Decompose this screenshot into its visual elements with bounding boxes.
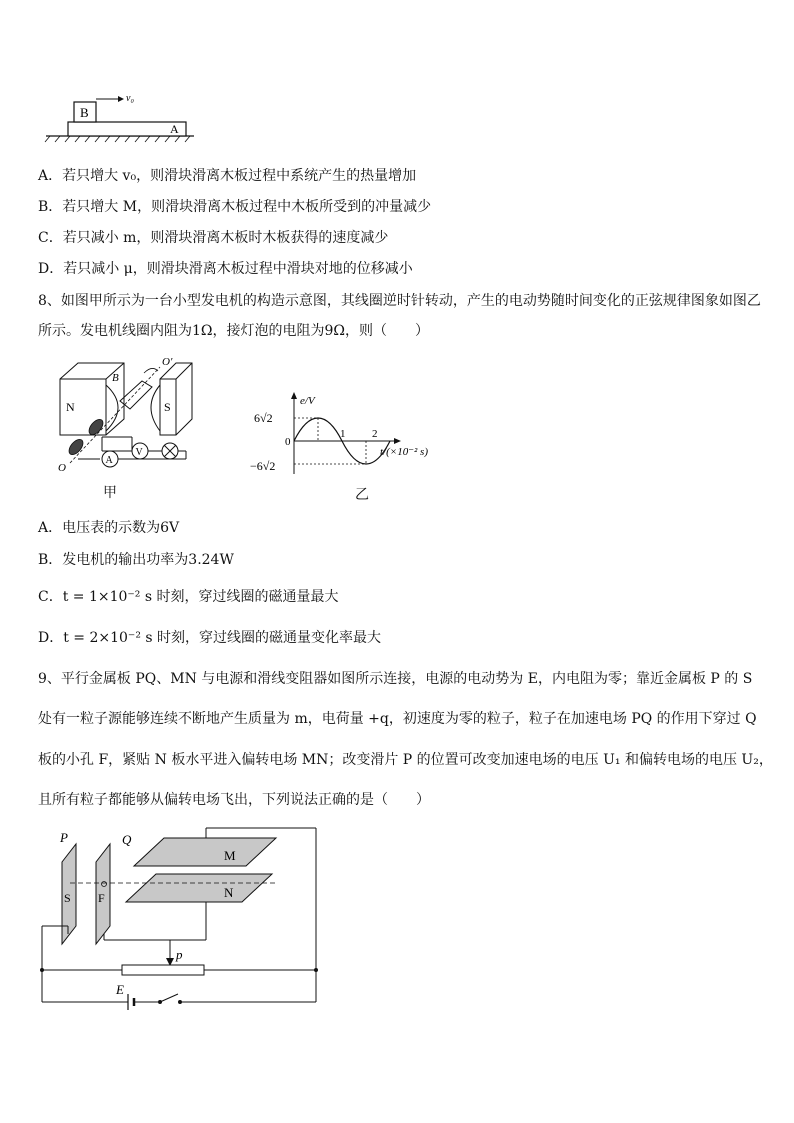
velocity-label: v₀ [126, 93, 134, 104]
label-o: O [58, 462, 66, 474]
q7-option-b: B．若只增大 M，则滑块滑离木板过程中木板所受到的冲量减少 [38, 199, 432, 215]
label-n: N [66, 400, 75, 414]
q9-stem-line4: 且所有粒子都能够从偏转电场飞出，下列说法正确的是（ ） [38, 792, 430, 808]
q7-option-a: A．若只增大 v₀，则滑块滑离木板过程中系统产生的热量增加 [38, 168, 417, 184]
plate-n-label: N [224, 885, 234, 900]
label-o-prime: O′ [162, 356, 173, 368]
y-tick-negative: −6√2 [250, 459, 276, 473]
board-a-label: A [170, 122, 179, 136]
q9-stem-line1: 9、平行金属板 PQ、MN 与电源和滑线变阻器如图所示连接，电源的电动势为 E，内电阻为零；靠近金属板 P 的 S [38, 671, 753, 687]
ammeter-label: A [105, 455, 113, 466]
block-board-figure [40, 88, 200, 144]
q8-stem-line1: 8、如图甲所示为一台小型发电机的构造示意图，其线圈逆时针转动，产生的电动势随时间变化的正弦规律图象如图乙 [38, 293, 761, 309]
y-tick-positive: 6√2 [254, 411, 273, 425]
emf-e-label: E [116, 982, 124, 997]
block-b-label: B [80, 105, 89, 120]
figure-jia-caption: 甲 [103, 485, 117, 501]
q7-option-c: C．若只减小 m，则滑块滑离木板时木板获得的速度减少 [38, 230, 389, 246]
source-s-label: S [64, 891, 71, 905]
y-axis-label: e/V [300, 395, 315, 407]
origin-label: 0 [285, 436, 291, 448]
plate-m [134, 838, 276, 866]
plate-q-label: Q [122, 832, 132, 847]
label-s: S [164, 400, 171, 414]
voltmeter-label: V [135, 447, 143, 458]
board-a [68, 122, 186, 136]
x-axis-label: t/(×10⁻² s) [380, 446, 428, 458]
x-tick-1: 1 [340, 428, 346, 440]
q8-stem-line2: 所示。发电机线圈内阻为1Ω，接灯泡的电阻为9Ω，则（ ） [38, 323, 430, 339]
q8-option-a: A．电压表的示数为6V [38, 520, 180, 536]
slider-p-label: p [176, 947, 183, 962]
plate-m-label: M [224, 848, 236, 863]
q8-option-c: C．t = 1×10⁻² s 时刻，穿过线圈的磁通量最大 [38, 589, 339, 605]
q9-stem-line3: 板的小孔 F，紧贴 N 板水平进入偏转电场 MN；改变滑片 P 的位置可改变加速电场的电压 U₁ 和偏转电场的电压 U₂， [38, 752, 773, 768]
q9-stem-line2: 处有一粒子源能够连续不断地产生质量为 m，电荷量 +q，初速度为零的粒子，粒子在加速电场 PQ 的作用下穿过 Q [38, 711, 757, 727]
figure-yi-caption: 乙 [355, 487, 369, 503]
q8-option-b: B．发电机的输出功率为3.24W [38, 552, 234, 568]
q8-option-d: D．t = 2×10⁻² s 时刻，穿过线圈的磁通量变化率最大 [38, 630, 382, 646]
rheostat [122, 965, 204, 975]
label-b: B [112, 372, 119, 384]
plate-p-label: P [60, 830, 68, 845]
x-tick-2: 2 [372, 428, 378, 440]
q7-option-d: D．若只减小 μ，则滑块滑离木板过程中滑块对地的位移减小 [38, 261, 413, 277]
plate-n [126, 874, 272, 902]
generator-figure [50, 355, 250, 475]
emf-sine-graph [250, 390, 450, 480]
accelerator-deflector-figure [36, 822, 336, 1012]
hole-f-label: F [98, 891, 105, 905]
